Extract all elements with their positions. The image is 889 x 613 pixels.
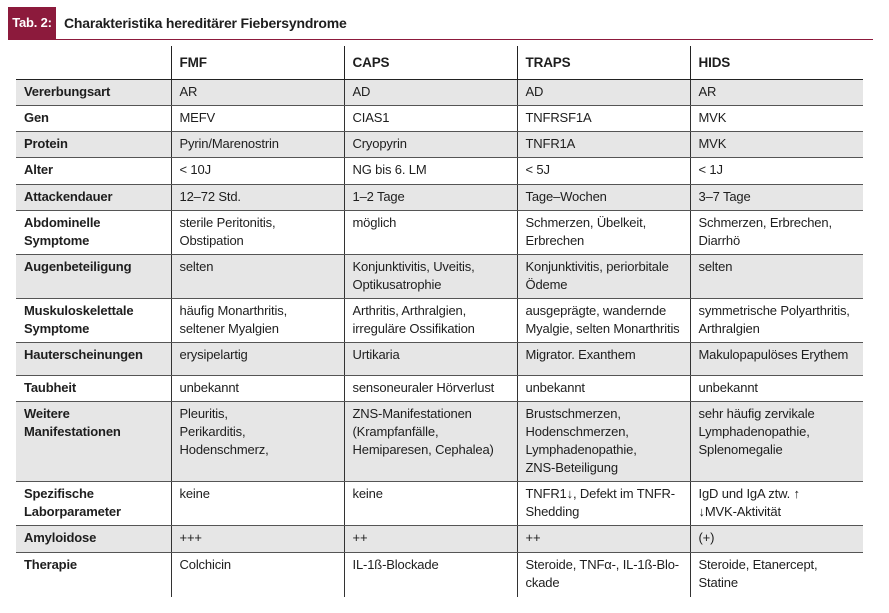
table-cell: IgD und IgA ztw. ↑ ↓MVK-Aktivität [690, 482, 863, 526]
row-header: Spezifische Laborparameter [16, 482, 171, 526]
table-row [16, 299, 863, 343]
table-cell: Schmerzen, Erbrechen, Diarrhö [690, 211, 863, 255]
table-cell: Migrator. Exanthem [517, 343, 690, 376]
table-cell: Makulopapulöses Erythem [690, 343, 863, 376]
table-cell: sehr häufig zervikale Lymphadenopathie, Splenomegalie [690, 402, 863, 482]
row-header: Alter [16, 158, 171, 185]
row-header: Gen [16, 106, 171, 132]
table-cell: MVK [690, 106, 863, 132]
table-header [8, 7, 873, 40]
table-title: Charakteristika hereditärer Fiebersyndrome [64, 15, 347, 31]
row-header: Taubheit [16, 376, 171, 402]
table-cell: sensoneuraler Hörverlust [344, 376, 517, 402]
row-header: Abdominelle Symptome [16, 211, 171, 255]
table-cell: 3–7 Tage [690, 185, 863, 211]
table-cell: < 1J [690, 158, 863, 185]
table-row [16, 158, 863, 185]
column-header-fmf: FMF [171, 46, 344, 80]
table-cell: +++ [171, 526, 344, 553]
table-cell: ++ [344, 526, 517, 553]
table-cell: TNFR1↓, Defekt im TNFR- Shedding [517, 482, 690, 526]
table-row [16, 185, 863, 211]
column-header-traps: TRAPS [517, 46, 690, 80]
table-cell: Urtikaria [344, 343, 517, 376]
row-header: Weitere Manifestationen [16, 402, 171, 482]
table-cell: AD [344, 80, 517, 106]
table-cell: 1–2 Tage [344, 185, 517, 211]
row-header: Vererbungsart [16, 80, 171, 106]
table-cell: Pleuritis, Perikarditis, Hodenschmerz, [171, 402, 344, 482]
row-header: Amyloidose [16, 526, 171, 553]
table-cell: TNFRSF1A [517, 106, 690, 132]
table-cell: < 10J [171, 158, 344, 185]
table-row [16, 211, 863, 255]
table-row [16, 553, 863, 597]
table-cell: sterile Peritonitis, Obstipation [171, 211, 344, 255]
table-cell: Konjunktivitis, Uveitis, Optikusatrophie [344, 255, 517, 299]
table-cell: TNFR1A [517, 132, 690, 158]
column-header-caps: CAPS [344, 46, 517, 80]
row-header: Muskuloskelettale Symptome [16, 299, 171, 343]
table-row [16, 106, 863, 132]
table-cell: selten [690, 255, 863, 299]
table-row [16, 343, 863, 376]
row-header: Augenbeteiligung [16, 255, 171, 299]
table-cell: CIAS1 [344, 106, 517, 132]
table-cell: Steroide, Etanercept, Statine [690, 553, 863, 597]
table-cell: Brustschmerzen, Hodenschmerzen, Lymphadenopathie, ZNS-Beteiligung [517, 402, 690, 482]
table-cell: keine [344, 482, 517, 526]
table-cell: Konjunktivitis, periorbitale Ödeme [517, 255, 690, 299]
table-row [16, 402, 863, 482]
row-header: Therapie [24, 557, 77, 572]
table-cell: AR [171, 80, 344, 106]
table-cell: Tage–Wochen [517, 185, 690, 211]
table-cell: Schmerzen, Übelkeit, Erbrechen [517, 211, 690, 255]
table-row [16, 526, 863, 553]
table-cell: symmetrische Polyarthritis, Arthralgien [690, 299, 863, 343]
table-cell: AR [690, 80, 863, 106]
table-row [16, 80, 863, 106]
table-cell: Arthritis, Arthralgien, irreguläre Ossifikation [344, 299, 517, 343]
header-row [16, 46, 863, 80]
table-cell: ZNS-Manifestationen (Krampfanfälle, Hemiparesen, Cephalea) [344, 402, 517, 482]
table-cell: (+) [690, 526, 863, 553]
table-cell: möglich [344, 211, 517, 255]
table-cell: ++ [517, 526, 690, 553]
table-cell: Colchicin [171, 553, 344, 597]
table-cell: MVK [690, 132, 863, 158]
table-cell: selten [171, 255, 344, 299]
table-cell: keine [171, 482, 344, 526]
table-cell: Steroide, TNFα-, IL-1ß-Blo- ckade [517, 553, 690, 597]
table-row [16, 376, 863, 402]
table-cell: NG bis 6. LM [344, 158, 517, 185]
table-cell: häufig Monarthritis, seltener Myalgien [171, 299, 344, 343]
table-cell: unbekannt [690, 376, 863, 402]
table-cell: unbekannt [517, 376, 690, 402]
table-cell: Pyrin/Marenostrin [171, 132, 344, 158]
table-cell: < 5J [517, 158, 690, 185]
row-header: Attackendauer [16, 185, 171, 211]
column-header-hids: HIDS [690, 46, 863, 80]
table-row [16, 255, 863, 299]
table-number-label: Tab. 2: [8, 7, 56, 39]
table-cell: ausgeprägte, wandernde Myalgie, selten Monarthritis [517, 299, 690, 343]
row-header: Protein [16, 132, 171, 158]
fever-syndromes-table [16, 46, 863, 597]
table-cell: IL-1ß-Blockade [344, 553, 517, 597]
table-cell: AD [517, 80, 690, 106]
table-cell: unbekannt [171, 376, 344, 402]
row-header: Hauterscheinungen [16, 343, 171, 376]
table-cell: MEFV [171, 106, 344, 132]
column-header-empty [16, 46, 171, 80]
table-row [16, 482, 863, 526]
table-cell: erysipelartig [171, 343, 344, 376]
table-cell: 12–72 Std. [171, 185, 344, 211]
table-row [16, 132, 863, 158]
table-cell: Cryopyrin [344, 132, 517, 158]
